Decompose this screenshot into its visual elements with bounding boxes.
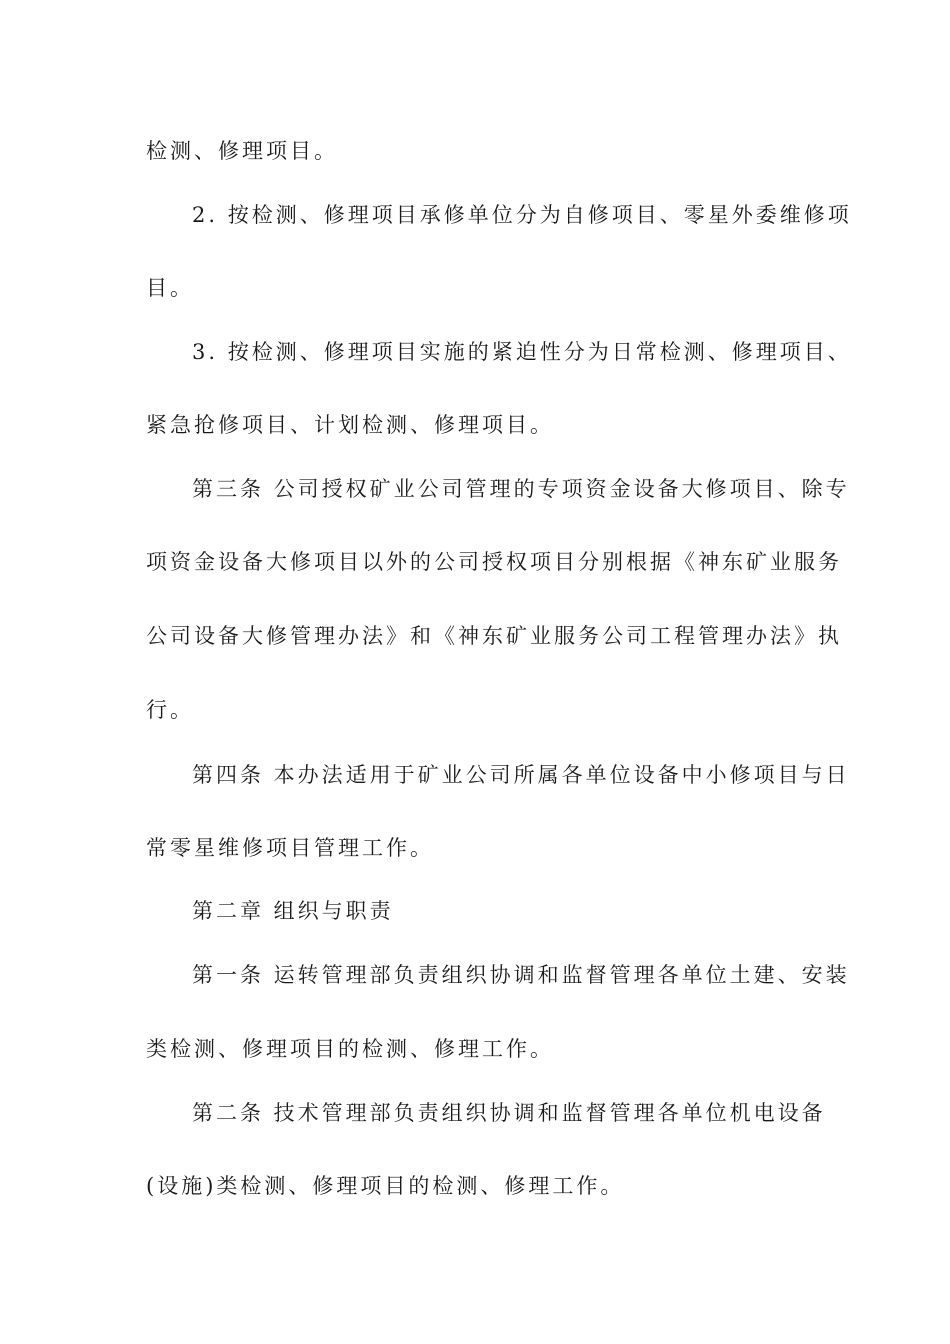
text-line: 类检测、修理项目的检测、修理工作。 <box>146 1037 554 1061</box>
text-line: 第三条 公司授权矿业公司管理的专项资金设备大修项目、除专 <box>192 477 850 501</box>
text-line: 3. 按检测、修理项目实施的紧迫性分为日常检测、修理项目、 <box>192 340 852 364</box>
text-line: 检测、修理项目。 <box>146 139 338 163</box>
chapter-heading: 第二章 组织与职责 <box>192 899 394 923</box>
text-line: 紧急抢修项目、计划检测、修理项目。 <box>146 413 554 437</box>
text-line: 2. 按检测、修理项目承修单位分为自修项目、零星外委维修项 <box>192 203 852 227</box>
text-line: 第一条 运转管理部负责组织协调和监督管理各单位土建、安装 <box>192 963 850 987</box>
text-line: 行。 <box>146 698 194 722</box>
text-line: 项资金设备大修项目以外的公司授权项目分别根据《神东矿业服务 <box>146 550 842 574</box>
text-line: 目。 <box>146 276 194 300</box>
text-line: 第二条 技术管理部负责组织协调和监督管理各单位机电设备 <box>192 1101 826 1125</box>
text-line: 第四条 本办法适用于矿业公司所属各单位设备中小修项目与日 <box>192 763 850 787</box>
text-line: (设施)类检测、修理项目的检测、修理工作。 <box>146 1174 625 1198</box>
text-line: 常零星维修项目管理工作。 <box>146 836 434 860</box>
text-line: 公司设备大修管理办法》和《神东矿业服务公司工程管理办法》执 <box>146 624 842 648</box>
